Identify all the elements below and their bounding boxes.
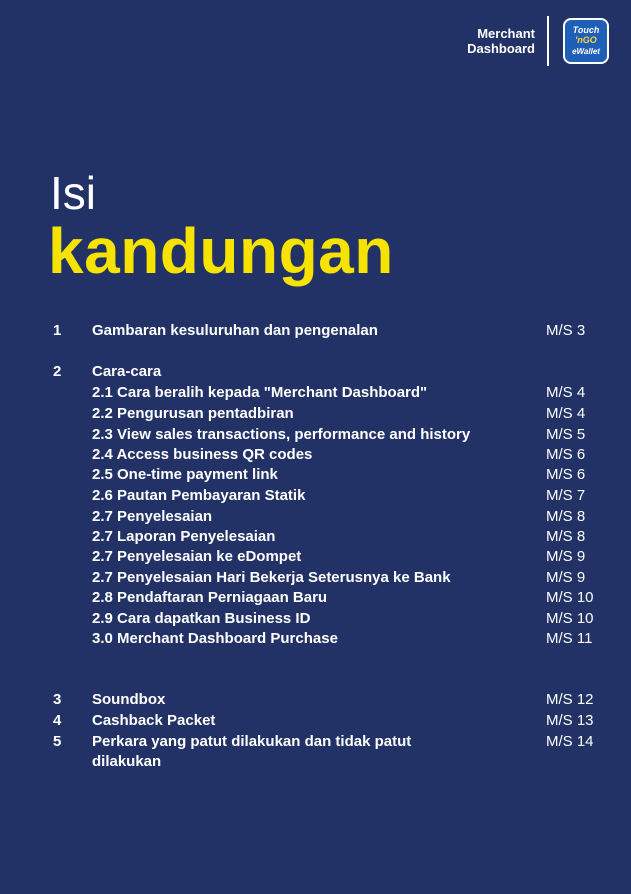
brand-name bbox=[467, 26, 535, 56]
toc-page: M/S 6 bbox=[546, 446, 586, 463]
toc-title: 2.3 View sales transactions, performance and history bbox=[92, 426, 471, 443]
toc-title: 3.0 Merchant Dashboard Purchase bbox=[92, 630, 338, 647]
toc-page: M/S 8 bbox=[546, 508, 586, 525]
toc-title: Soundbox bbox=[92, 691, 166, 708]
toc-number: 1 bbox=[53, 322, 62, 339]
toc-page: M/S 6 bbox=[546, 466, 586, 483]
toc-title: 2.7 Penyelesaian Hari Bekerja Seterusnya ke Bank bbox=[92, 569, 451, 586]
page-title-line-1: Isi bbox=[50, 167, 96, 219]
toc-number: 4 bbox=[53, 712, 62, 729]
toc-page: M/S 3 bbox=[546, 322, 586, 339]
page-title-line-2: kandungan bbox=[48, 215, 394, 287]
brand-line-2: Dashboard bbox=[467, 41, 535, 56]
toc-page: M/S 9 bbox=[546, 569, 586, 586]
logo-text-3: eWallet bbox=[572, 47, 600, 56]
header bbox=[467, 14, 609, 68]
toc-page: M/S 13 bbox=[546, 712, 594, 729]
toc-page: M/S 5 bbox=[546, 426, 586, 443]
brand-line-1: Merchant bbox=[477, 26, 535, 41]
toc-title: Perkara yang patut dilakukan dan tidak patut bbox=[92, 733, 412, 750]
toc-page: M/S 9 bbox=[546, 548, 586, 565]
toc-page: M/S 14 bbox=[546, 733, 594, 750]
toc-title: dilakukan bbox=[92, 753, 162, 770]
toc-title: 2.4 Access business QR codes bbox=[92, 446, 313, 463]
logo-text-1: Touch bbox=[572, 25, 600, 35]
toc-page: M/S 8 bbox=[546, 528, 586, 545]
toc-title: 2.2 Pengurusan pentadbiran bbox=[92, 405, 294, 422]
toc-page: M/S 10 bbox=[546, 610, 594, 627]
logo-text-2: 'nGO bbox=[575, 35, 597, 45]
toc-number: 5 bbox=[53, 733, 62, 750]
toc-page: M/S 4 bbox=[546, 405, 586, 422]
toc-title: Cashback Packet bbox=[92, 712, 216, 729]
toc-page: M/S 4 bbox=[546, 384, 586, 401]
toc-number: 3 bbox=[53, 691, 62, 708]
toc-title: 2.7 Laporan Penyelesaian bbox=[92, 528, 276, 545]
toc-title: 2.7 Penyelesaian ke eDompet bbox=[92, 548, 302, 565]
toc-title: 2.9 Cara dapatkan Business ID bbox=[92, 610, 311, 627]
toc-title: 2.6 Pautan Pembayaran Statik bbox=[92, 487, 306, 504]
toc-page: M/S 12 bbox=[546, 691, 594, 708]
toc-title: Gambaran kesuluruhan dan pengenalan bbox=[92, 322, 378, 339]
touch-n-go-logo bbox=[563, 18, 609, 64]
toc-page: M/S 11 bbox=[546, 630, 593, 647]
toc-title: 2.8 Pendaftaran Perniagaan Baru bbox=[92, 589, 328, 606]
toc-title: 2.7 Penyelesaian bbox=[92, 508, 213, 525]
toc-title: 2.1 Cara beralih kepada "Merchant Dashboard" bbox=[92, 384, 428, 401]
toc-page: M/S 10 bbox=[546, 589, 594, 606]
brand-divider bbox=[547, 16, 549, 66]
toc-title: 2.5 One-time payment link bbox=[92, 466, 278, 483]
toc-title: Cara-cara bbox=[92, 363, 162, 380]
toc-page: M/S 7 bbox=[546, 487, 586, 504]
toc-number: 2 bbox=[53, 363, 62, 380]
